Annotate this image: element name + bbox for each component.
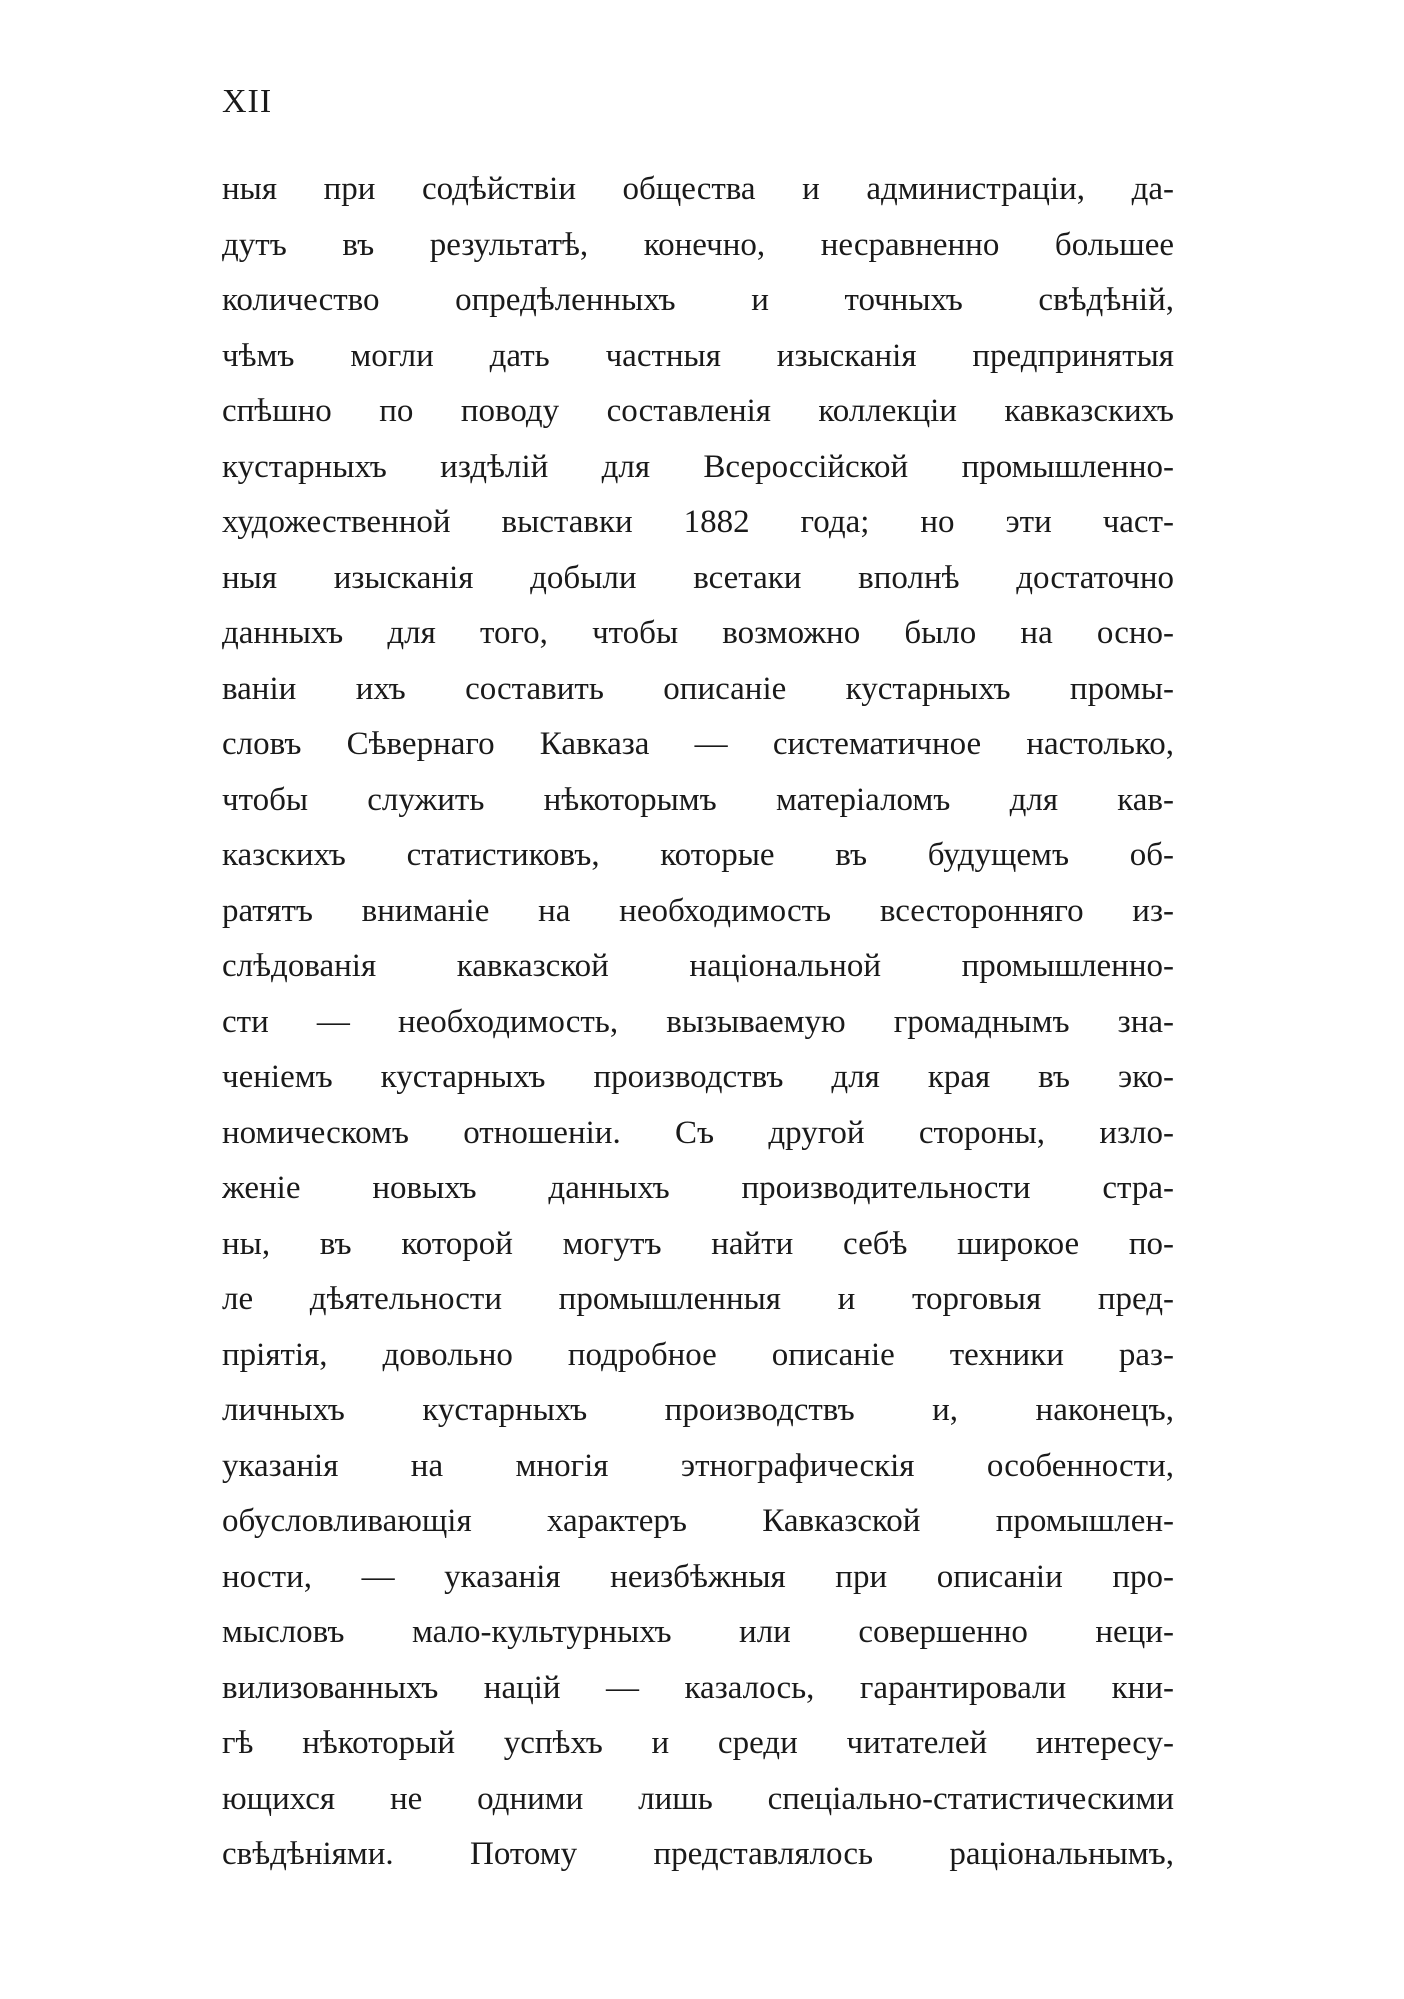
text-line: ченіемъ кустарныхъ производствъ для края въ эко- <box>222 1059 1174 1095</box>
text-line: номическомъ отношеніи. Съ другой стороны, изло- <box>222 1114 1174 1151</box>
text-line: ваніи ихъ составить описаніе кустарныхъ промы- <box>222 670 1174 707</box>
text-line: данныхъ для того, чтобы возможно было на осно- <box>222 615 1174 651</box>
text-line: ныя изысканія добыли всетаки вполнѣ достаточно <box>222 559 1174 596</box>
text-line: кустарныхъ издѣлій для Всероссійской промышленно- <box>222 448 1174 485</box>
text-line: обусловливающія характеръ Кавказской промышлен- <box>222 1503 1174 1539</box>
body-text <box>222 162 1174 1883</box>
page-number: XII <box>222 83 273 120</box>
text-line: мысловъ мало-культурныхъ или совершенно неци- <box>222 1614 1174 1650</box>
text-line: сти — необходимость, вызываемую громаднымъ зна- <box>222 1003 1174 1040</box>
text-line: чтобы служить нѣкоторымъ матеріаломъ для кав- <box>222 781 1174 818</box>
text-line: словъ Сѣвернаго Кавказа — систематичное настолько, <box>222 726 1174 762</box>
text-line: ности, — указанія неизбѣжныя при описаніи про- <box>222 1558 1174 1595</box>
text-line: ныя при содѣйствіи общества и администраціи, да- <box>222 171 1174 207</box>
text-line: спѣшно по поводу составленія коллекціи кавказскихъ <box>222 393 1174 429</box>
text-line: личныхъ кустарныхъ производствъ и, наконецъ, <box>222 1392 1174 1428</box>
text-line: свѣдѣніями. Потому представлялось раціональнымъ, <box>222 1836 1174 1872</box>
text-line: вилизованныхъ націй — казалось, гарантировали кни- <box>222 1669 1174 1706</box>
text-line: ле дѣятельности промышленныя и торговыя пред- <box>222 1281 1174 1317</box>
text-line: количество опредѣленныхъ и точныхъ свѣдѣній, <box>222 282 1174 318</box>
text-line: указанія на многія этнографическія особенности, <box>222 1447 1174 1484</box>
text-line: ющихся не одними лишь спеціально-статистическими <box>222 1780 1174 1817</box>
text-line: художественной выставки 1882 года; но эти част- <box>222 504 1174 540</box>
text-line: пріятія, довольно подробное описаніе техники раз- <box>222 1336 1174 1373</box>
text-line: ратятъ вниманіе на необходимость всесторонняго из- <box>222 892 1174 929</box>
text-line: ны, въ которой могутъ найти себѣ широкое по- <box>222 1225 1174 1262</box>
text-line: дутъ въ результатѣ, конечно, несравненно большее <box>222 226 1174 263</box>
text-line: гѣ нѣкоторый успѣхъ и среди читателей интересу- <box>222 1725 1174 1761</box>
text-line: казскихъ статистиковъ, которые въ будущемъ об- <box>222 837 1174 873</box>
text-line: чѣмъ могли дать частныя изысканія предпринятыя <box>222 337 1174 374</box>
text-line: слѣдованія кавказской національной промышленно- <box>222 948 1174 984</box>
text-line: женіе новыхъ данныхъ производительности стра- <box>222 1170 1174 1206</box>
